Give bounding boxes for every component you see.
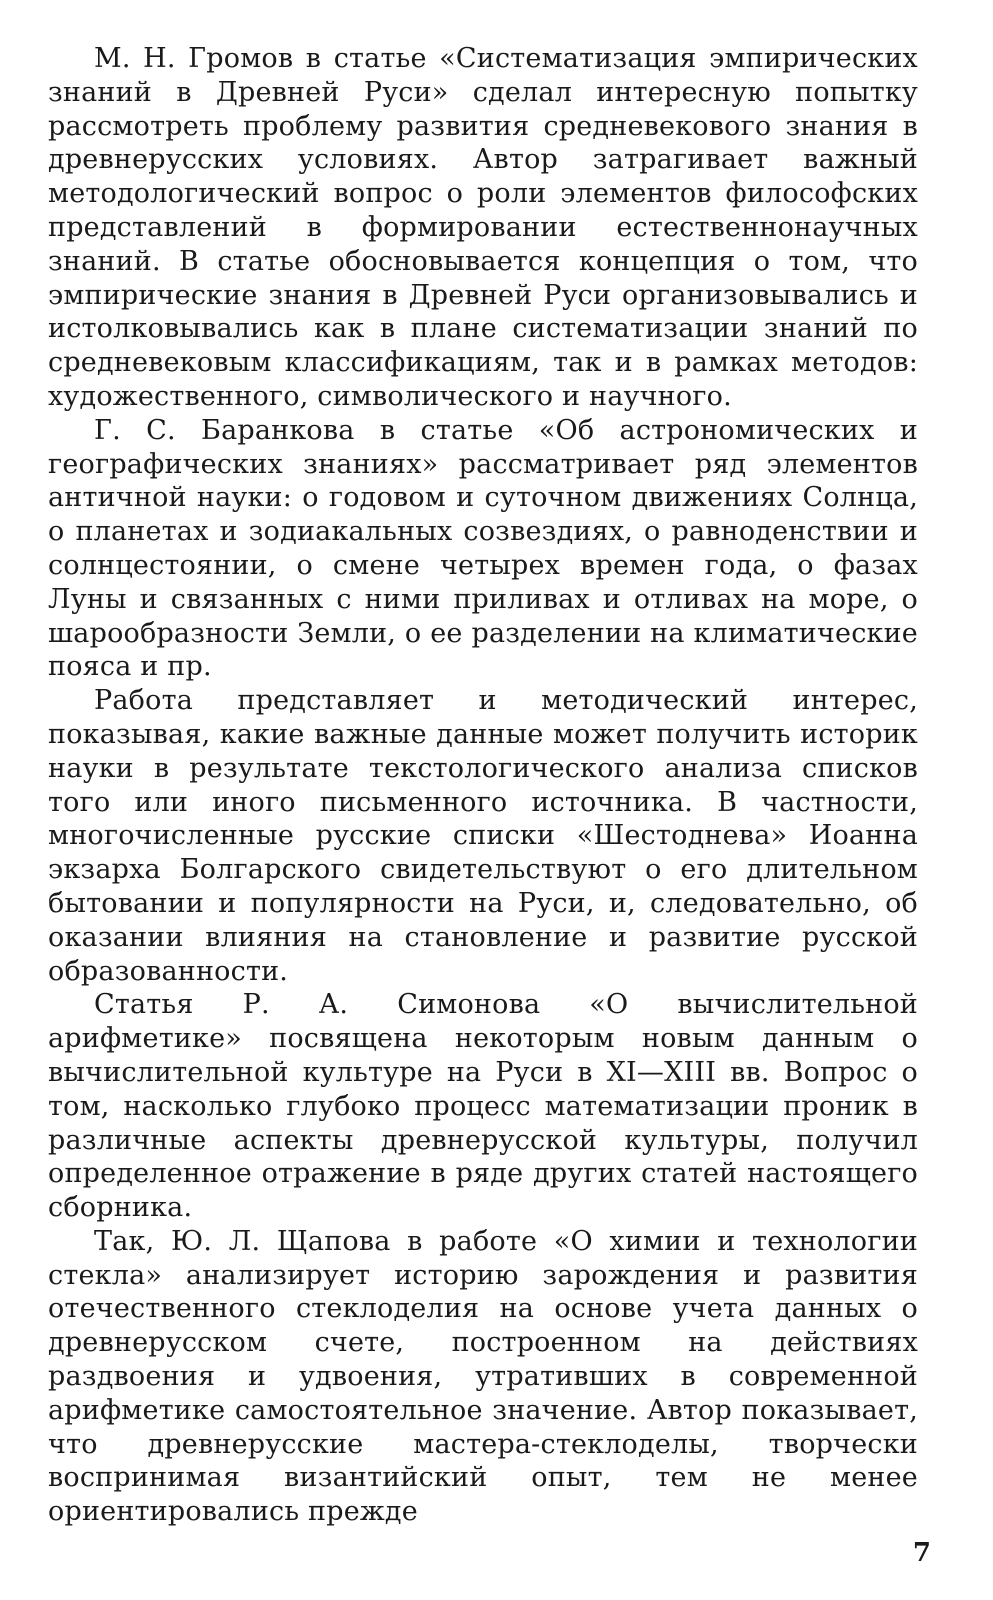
page-number: 7 <box>912 1538 931 1568</box>
paragraph-method-interest: Работа представляет и методический интерес, показывая, какие важные данные может получить историк науки в результате текстологического анализа списков того или иного письменного источника. В частности, многочисленные русские списки «Шестоднева» Иоанна экзарха Болгарского свидетельствуют о его длительном бытовании и популярности на Руси, и, следовательно, об оказании влияния на становление и развитие русской образованности. <box>48 685 918 987</box>
page-body <box>48 42 918 1529</box>
paragraph-gromov: М. Н. Громов в статье «Систематизация эмпирических знаний в Древней Руси» сделал интересную попытку рассмотреть проблему развития средневекового знания в древнерусских условиях. Автор затрагивает важный методологический вопрос о роли элементов философских представлений в формировании естественнонаучных знаний. В статье обосновывается концепция о том, что эмпирические знания в Древней Руси организовывались и истолковывались как в плане систематизации знаний по средневековым классификациям, так и в рамках методов: художественного, символического и научного. <box>48 43 918 412</box>
paragraph-barankova: Г. С. Баранкова в статье «Об астрономических и географических знаниях» рассматривает ряд элементов античной науки: о годовом и суточном движениях Солнца, о планетах и зодиакальных созвездиях, о равноденствии и солнцестоянии, о смене четырех времен года, о фазах Луны и связанных с ними приливах и отливах на море, о шарообразности Земли, о ее разделении на климатические пояса и пр. <box>48 414 918 683</box>
paragraph-shchapova: Так, Ю. Л. Щапова в работе «О химии и технологии стекла» анализирует историю зарождения и развития отечественного стеклоделия на основе учета данных о древнерусском счете, построенном на действиях раздвоения и удвоения, утративших в современной арифметике самостоятельное значение. Автор показывает, что древнерусские мастера-стеклоделы, творчески воспринимая византийский опыт, тем не менее ориентировались прежде <box>48 1225 918 1528</box>
paragraph-simonov: Статья Р. А. Симонова «О вычислительной арифметике» посвящена некоторым новым данным о вычислительной культуре на Руси в XI—XIII вв. Вопрос о том, насколько глубоко процесс математизации проник в различные аспекты древнерусской культуры, получил определенное отражение в ряде других статей настоящего сборника. <box>48 989 918 1224</box>
